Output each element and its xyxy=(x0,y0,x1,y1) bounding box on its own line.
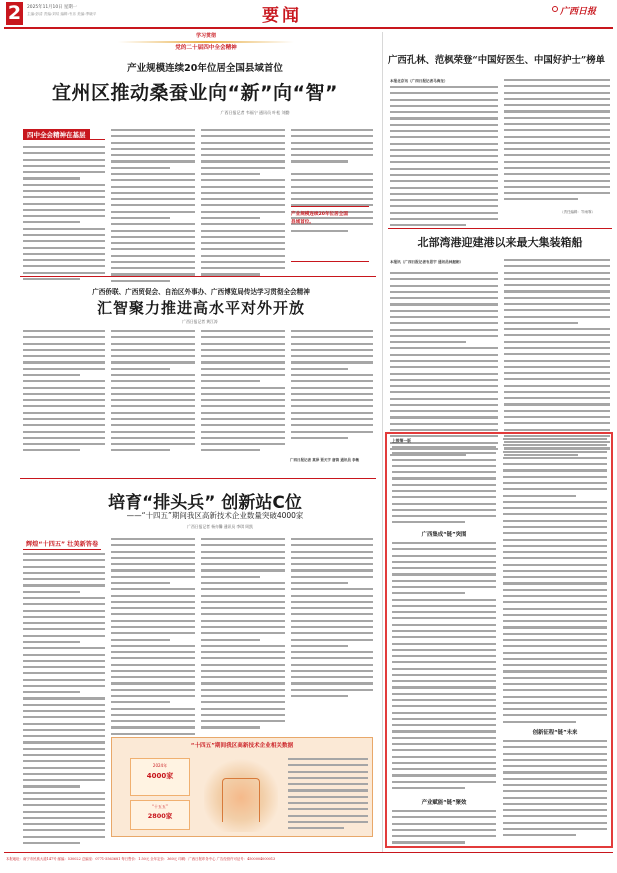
article1-pull-quote xyxy=(291,206,369,262)
logo-seal-icon xyxy=(552,6,558,12)
article2-end-tag: （责任编辑：岑雨霏） xyxy=(560,210,595,214)
article6-box xyxy=(385,432,613,848)
article4-byline: 广西日报记者 黄江涛 xyxy=(182,319,218,324)
issue-date: 2025年11月10日 星期一 xyxy=(27,5,78,10)
infographic-stat2 xyxy=(130,800,190,830)
article4-col2-text xyxy=(111,330,195,456)
article6-h1: 广西集成“链”突围 xyxy=(421,532,467,538)
infographic-text xyxy=(288,758,368,833)
page-number: 2 xyxy=(7,2,22,24)
article5-col4-text xyxy=(291,538,373,701)
article6-col1-part2 xyxy=(392,542,496,793)
article2-col1-text xyxy=(390,86,498,230)
stat1-value: 4000家 xyxy=(146,772,174,780)
banner-top: 学习贯彻 xyxy=(195,33,216,39)
article5-col1-text xyxy=(23,553,105,848)
article4-col1-text xyxy=(23,330,105,456)
article4-col4-text xyxy=(291,330,373,443)
section-title: 要闻 xyxy=(262,6,302,26)
article6-col1-part1 xyxy=(392,446,496,528)
article4-divider xyxy=(20,478,376,479)
article1-title: 宜州区推动桑蚕业向“新”向“智” xyxy=(52,82,338,104)
footer-text: 本报地址：南宁市民族大道147号 邮编：530022 总编室：0771-5563681 每日售价：1.50元 全年定价：360元 印刷：广西日报印务中心 广告经营许可证号：4500004000013 xyxy=(6,857,276,861)
article6-lead: 上接第一版 xyxy=(392,438,411,443)
article2-col2-text xyxy=(504,79,610,205)
article6-col2-part2 xyxy=(503,740,607,841)
infographic-stat1 xyxy=(130,758,190,796)
article6-h3: 创新征程“链”未来 xyxy=(532,730,578,736)
article6-col2-part1 xyxy=(503,438,607,727)
article1-kicker: 产业规模连续20年位居全国县域首位 xyxy=(127,63,283,74)
editors-line: 主编:彭清 责编:刘琰 编辑:韦乐 美编:季晓平 xyxy=(27,12,97,16)
article2-title-prefix: 广西孔林、 xyxy=(388,55,435,66)
column-divider xyxy=(382,32,383,852)
article6-col1-part3 xyxy=(392,810,496,848)
newspaper-logo: 广西日报 xyxy=(560,7,597,17)
article1-byline: 广西日报记者 韦福宁 通讯员 叶松 刘勤 xyxy=(220,110,290,115)
article1-divider xyxy=(20,276,376,277)
article4-title: 汇智聚力推进高水平对外开放 xyxy=(96,299,305,317)
article2-title xyxy=(388,52,614,66)
article5-byline: 广西日报记者 杨亦馨 通讯员 李琪 周凯 xyxy=(187,524,253,529)
pull-quote-line1: 产业规模连续20年位居全国 xyxy=(291,212,348,217)
article5-title: 培育“排头兵” 创新站C位 xyxy=(108,493,302,513)
article4-col3-text xyxy=(201,330,285,456)
banner-bottom: 党的二十届四中全会精神 xyxy=(175,45,237,51)
article1-col3-text xyxy=(201,129,285,280)
stat1-label: 2024年 xyxy=(152,763,168,768)
article4-signoff: 广西日报记者 莫泽 贾天宇 唐茵 通讯员 李敏 xyxy=(290,458,360,462)
article1-column-tag: 四中全会精神在基层 xyxy=(23,129,90,140)
article5-col3-text xyxy=(201,538,285,733)
article3-byline: 本报讯（广西日报记者韦思宇 通讯员林振彬） xyxy=(390,260,464,264)
article5-column-tag: 辉煌“十四五” 壮美新答卷 xyxy=(23,538,101,550)
article2-title-rest: 范枫荣登“中国好医生、中国好护士”榜单 xyxy=(434,55,606,66)
header-rule xyxy=(4,27,613,29)
article6-h2: 产业赋能“链”聚效 xyxy=(421,800,467,806)
article3-title: 北部湾港迎建港以来最大集装箱船 xyxy=(417,236,583,249)
infographic-building-icon xyxy=(222,778,260,822)
study-banner xyxy=(118,32,294,53)
infographic-title: “十四五”期间我区高新技术企业相关数据 xyxy=(190,743,294,749)
pull-quote-line2: 县域首位。 xyxy=(291,220,314,225)
article5-subtitle: ——“十四五”期间我区高新技术企业数量突破4000家 xyxy=(126,511,304,520)
footer-rule xyxy=(4,852,613,853)
article2-divider xyxy=(388,228,612,229)
article5-infographic xyxy=(111,737,373,837)
article3-col2-text xyxy=(504,259,610,460)
column-tag-rule xyxy=(23,139,105,140)
stat2-label: “十五五” xyxy=(151,804,169,809)
stat2-value: 2800家 xyxy=(147,812,173,820)
article2-lead: 本报北京讯（广西日报记者马海龙） xyxy=(390,79,448,83)
article1-col2-text xyxy=(111,129,195,286)
article1-col1-text xyxy=(23,146,105,284)
article4-kicker: 广西侨联、广西贸促会、自治区外事办、广西博览局传达学习贯彻全会精神 xyxy=(92,288,310,296)
